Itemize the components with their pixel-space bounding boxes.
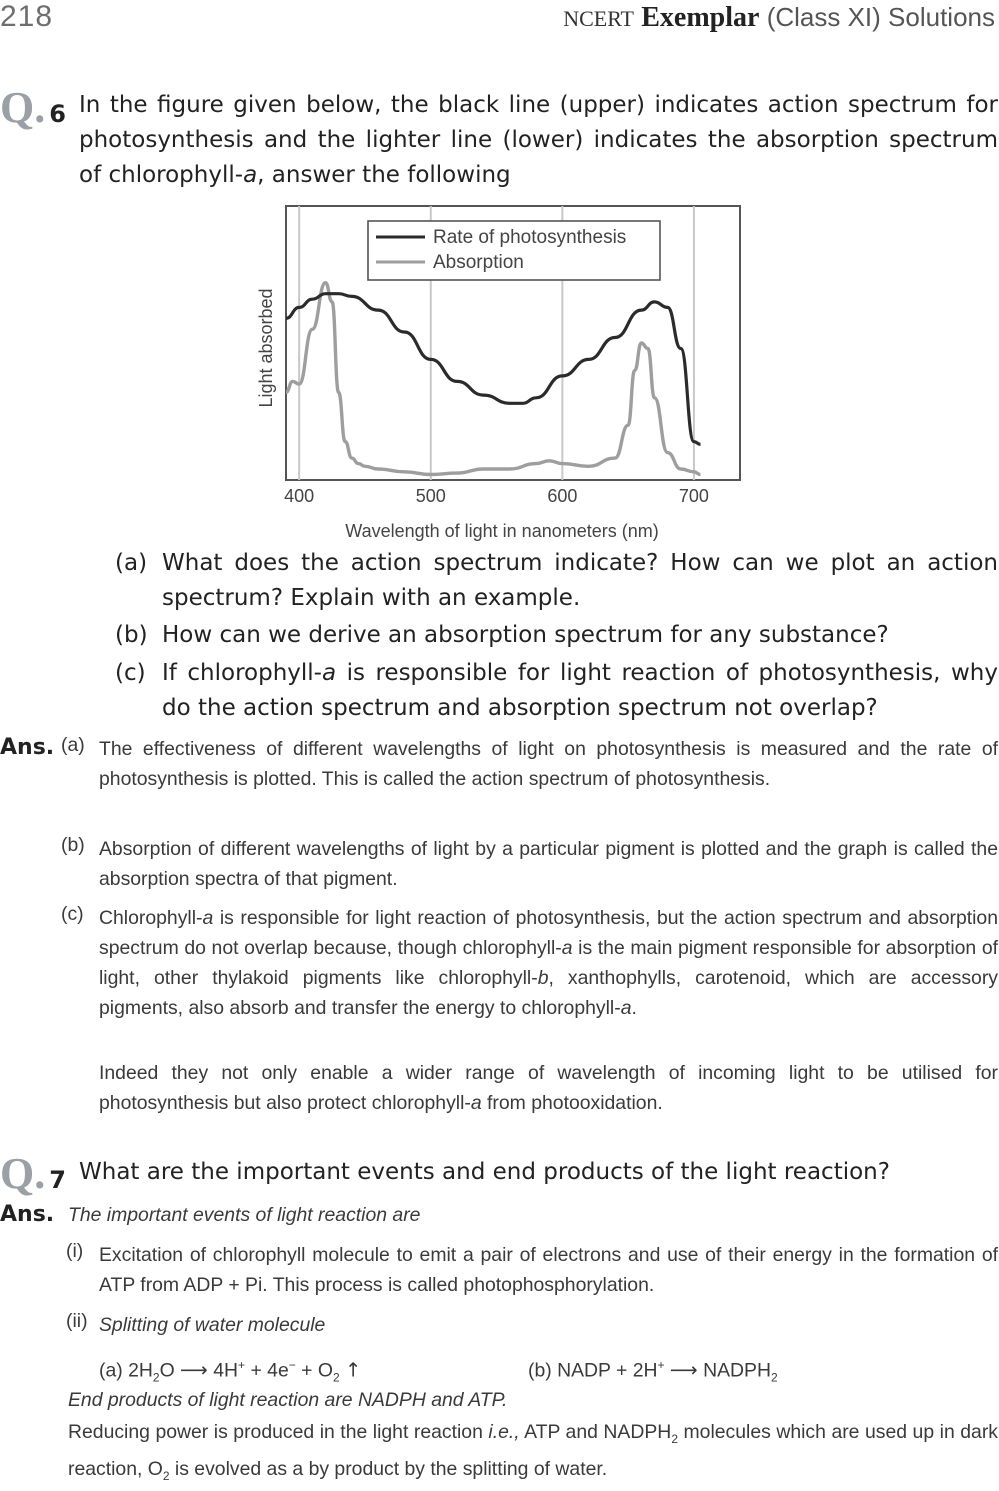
subq-c-pre: If chlorophyll- xyxy=(162,660,322,686)
ans-c-post: , xanthophylls, carotenoid, which are accessory pigments, also absorb and transfer the energy to chlorophyll- xyxy=(99,967,998,1019)
answer-b-text: Absorption of different wavelengths of light by a particular pigment is plotted and the graph is called the absorption spectra of that pigment. xyxy=(99,838,998,890)
ans-c-ital2: a xyxy=(561,937,573,959)
legend-label-absorption: Absorption xyxy=(433,252,524,273)
answer-7-label: Ans. xyxy=(0,1202,55,1227)
ans-c-ital3: b xyxy=(537,967,549,989)
ans-c-mid2: is the main pigment responsible for absorption of light, other thylakoid pigments like chlorophyll- xyxy=(99,937,999,989)
ans-c2-ital: a xyxy=(470,1092,482,1114)
eq-a-arrow: ⟶ xyxy=(180,1358,208,1382)
answer-c-paragraph-2 xyxy=(99,1058,998,1118)
eq-b-sup: + xyxy=(657,1358,665,1372)
ans-c-pre: Chlorophyll- xyxy=(99,907,203,929)
eq-a-mid: O xyxy=(159,1359,175,1382)
question-number: 6 xyxy=(49,100,66,128)
eq-b-sub: 2 xyxy=(771,1370,778,1385)
running-head-class: (Class XI) Solutions xyxy=(766,2,995,32)
eq-a-p2: + 4e xyxy=(245,1359,289,1382)
eq-a-p1: 4H xyxy=(213,1359,239,1382)
q6-text-end: , answer the following xyxy=(257,162,511,188)
ans-c-ital4: a xyxy=(620,997,632,1019)
q6-text-italic: a xyxy=(243,162,258,188)
up-arrow-icon: ↑ xyxy=(345,1358,362,1382)
answer-7-ii-text: Splitting of water molecule xyxy=(99,1314,326,1336)
reducing-ie: i.e., xyxy=(488,1421,520,1443)
question-mark: Q. xyxy=(0,1149,46,1198)
chart-ticks xyxy=(284,486,709,506)
subq-b-marker: (b) xyxy=(115,622,148,648)
running-head xyxy=(563,2,995,34)
answer-7-i-marker: (i) xyxy=(66,1240,84,1262)
answer-a-text: The effectiveness of different wavelengths of light on photosynthesis is measured and the rate of photosynthesis is plotted. This is called the action spectrum of photosynthesis. xyxy=(99,738,998,790)
x-tick-label: 400 xyxy=(284,486,315,506)
ans-c2-pre: Indeed they not only enable a wider range of wavelength of incoming light to be utilised for photosynthesis but also protect chlorophyll- xyxy=(99,1062,998,1114)
subq-b-text: How can we derive an absorption spectrum for any substance? xyxy=(162,622,889,648)
eq-a-label: (a) 2H xyxy=(99,1359,153,1382)
answer-7-intro: The important events of light reaction are xyxy=(68,1204,421,1226)
reducing-sub2: 2 xyxy=(162,1468,170,1483)
answer-c-marker: (c) xyxy=(61,903,84,925)
answer-c-text xyxy=(99,903,998,1023)
reducing-mid: ATP and NADPH xyxy=(519,1421,672,1443)
chart-legend xyxy=(368,221,660,280)
reducing-power-text xyxy=(68,1417,998,1491)
eq-a-sub1: 2 xyxy=(152,1370,160,1385)
answer-7-i-text: Excitation of chlorophyll molecule to emit a pair of electrons and use of their energy in the formation of ATP from ADP + Pi. This process is called photophosphorylation. xyxy=(99,1244,998,1296)
question-6-text xyxy=(79,88,998,193)
legend-label-action: Rate of photosynthesis xyxy=(433,227,627,248)
question-7-label xyxy=(0,1149,66,1198)
end-products-text: End products of light reaction are NADPH and ATP. xyxy=(68,1389,508,1411)
answer-a-marker: (a) xyxy=(61,734,85,756)
reducing-mid2: molecules which are used up in dark reaction, O xyxy=(68,1421,998,1480)
ans-c-mid: is responsible for light reaction of photosynthesis, but the action spectrum and absorption spectrum do not overlap because, though chlorophyll- xyxy=(99,907,998,959)
answer-7-ii-marker: (ii) xyxy=(66,1310,88,1332)
running-head-ncert: NCERT xyxy=(563,6,634,31)
subq-c-text xyxy=(162,656,998,726)
series-line-rate-of-photosynthesis xyxy=(286,294,701,445)
eq-a-sup2: − xyxy=(288,1358,296,1372)
question-mark: Q. xyxy=(0,83,46,132)
chart-series xyxy=(286,283,701,475)
answer-b-marker: (b) xyxy=(61,834,85,856)
answer-6-label: Ans. xyxy=(0,735,55,760)
equation-b xyxy=(528,1350,778,1392)
reducing-pre: Reducing power is produced in the light reaction xyxy=(68,1421,489,1443)
ans-c-end: . xyxy=(631,997,637,1019)
subq-a-marker: (a) xyxy=(115,550,148,576)
subq-a-text: What does the action spectrum indicate? How can we plot an action spectrum? Explain with an example. xyxy=(162,550,998,611)
x-tick-label: 700 xyxy=(678,486,709,506)
question-number: 7 xyxy=(49,1166,66,1194)
running-head-exemplar: Exemplar xyxy=(641,2,760,33)
reducing-sub: 2 xyxy=(671,1431,678,1446)
q6-text-main: In the figure given below, the black line (upper) indicates action spectrum for photosynthesis and the lighter line (lower) indicates the absorption spectrum of chlorophyll- xyxy=(79,92,998,188)
ans-c-ital: a xyxy=(202,907,214,929)
spectrum-chart xyxy=(245,200,755,545)
question-7-text: What are the important events and end products of the light reaction? xyxy=(79,1159,890,1185)
chart-ylabel: Light absorbed xyxy=(256,288,276,408)
chart-xlabel: Wavelength of light in nanometers (nm) xyxy=(345,521,659,541)
eq-b-arrow: ⟶ xyxy=(669,1358,698,1382)
eq-b-label: (b) NADP + 2H xyxy=(528,1359,658,1382)
subq-c-post: is responsible for light reaction of photosynthesis, why do the action spectrum and absorption spectrum not overlap? xyxy=(162,660,998,721)
x-tick-label: 500 xyxy=(415,486,446,506)
subq-c-italic: a xyxy=(321,660,337,686)
subq-c-marker: (c) xyxy=(115,660,146,686)
eq-a-p3: + O xyxy=(295,1359,333,1382)
eq-a-sub2: 2 xyxy=(332,1370,340,1385)
eq-b-result: NADPH xyxy=(703,1359,771,1382)
eq-a-sup1: + xyxy=(238,1358,246,1372)
reducing-end: is evolved as a by product by the splitting of water. xyxy=(169,1457,608,1480)
page-number: 218 xyxy=(0,0,54,33)
x-tick-label: 600 xyxy=(547,486,578,506)
question-6-label xyxy=(0,83,66,132)
ans-c2-post: from photooxidation. xyxy=(481,1092,663,1114)
